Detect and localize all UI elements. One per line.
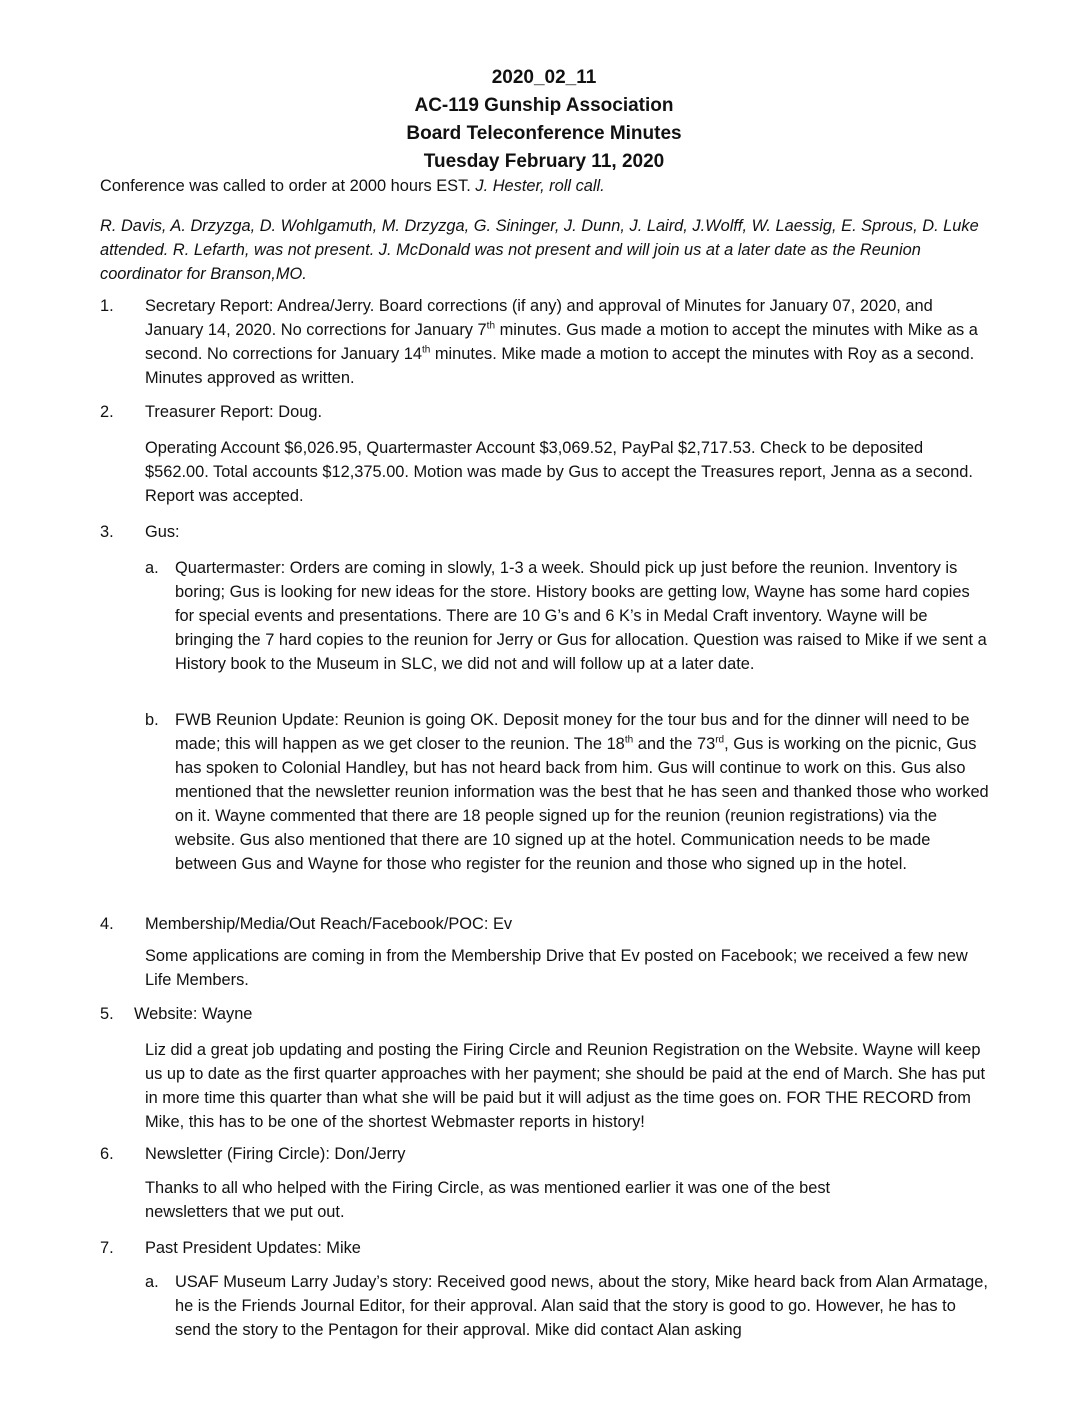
item-3-heading: Gus: bbox=[145, 523, 180, 541]
organization-heading: AC-119 Gunship Association bbox=[414, 95, 674, 116]
item-2-number: 2. bbox=[100, 403, 114, 421]
item-1-number: 1. bbox=[100, 297, 114, 315]
item-4-number: 4. bbox=[100, 915, 114, 933]
item-1-secretary-report bbox=[145, 294, 995, 390]
item-3-number: 3. bbox=[100, 523, 114, 541]
item-5-heading: Website: Wayne bbox=[134, 1005, 253, 1023]
item-3b-text-a: FWB Reunion Update: Reunion is going OK. Deposit money for the tour bus and for the dinner will need to be made; this will happen as we get closer to the reunion. The 18 bbox=[175, 711, 970, 753]
doc-id-heading: 2020_02_11 bbox=[491, 67, 597, 88]
item-3b-text-c: , Gus is working on the picnic, Gus has spoken to Colonial Handley, but has not heard back from him. Gus will continue to work on this. Gus also mentioned that the newsletter reunion information was the best that he has seen and thanked those who worked on it. Wayne commented that there are 18 people signed up for the reunion (reunion registrations) via the website. Gus also mentioned that there are 10 signed up at the hotel. Communication needs to be made between Gus and Wayne for those who register for the reunion and those who signed up in the hotel. bbox=[175, 735, 989, 873]
item-1-sup-a: th bbox=[486, 320, 496, 332]
date-heading: Tuesday February 11, 2020 bbox=[423, 151, 665, 172]
item-3b-sup-b: rd bbox=[715, 734, 725, 746]
item-2-heading: Treasurer Report: Doug. bbox=[145, 403, 323, 421]
roll-call-text: J. Hester, roll call. bbox=[475, 177, 605, 195]
item-3a-letter: a. bbox=[145, 559, 159, 577]
attendance-paragraph: R. Davis, A. Drzyzga, D. Wohlgamuth, M. Drzyzga, G. Sininger, J. Dunn, J. Laird, J.Wolff, W. Laessig, E. Sprous, D. Luke attended. R. Lefarth, was not present. J. McDonald was not present and will join us at a later date as the Reunion coordinator for Branson,MO. bbox=[100, 217, 979, 283]
item-1-text-a: Secretary Report: Andrea/Jerry. Board corrections (if any) and approval of Minutes for January 07, 2020, and January 14, 2020. No corrections for January 7 bbox=[145, 297, 933, 339]
item-3a-quartermaster: Quartermaster: Orders are coming in slowly, 1-3 a week. Should pick up just before the reunion. Inventory is boring; Gus is looking for new ideas for the store. History books are getting low, Wayne has some hard copies for special events and presentations. There are 10 G’s and 6 K’s in Medal Craft inventory. Wayne will be bringing the 7 hard copies to the reunion for Jerry or Gus for allocation. Question was raised to Mike if we sent a History book to the Museum in SLC, we did not and will follow up at a later date. bbox=[175, 559, 987, 673]
item-1-text-b: minutes. Gus made a motion to accept the minutes with Mike as a second. No corrections for January 14 bbox=[145, 321, 978, 363]
item-1-sup-b: th bbox=[421, 344, 431, 356]
item-6-number: 6. bbox=[100, 1145, 114, 1163]
item-3b-letter: b. bbox=[145, 711, 159, 729]
item-4-membership-body: Some applications are coming in from the Membership Drive that Ev posted on Facebook; we received a few new Life Members. bbox=[145, 947, 968, 989]
call-to-order bbox=[100, 174, 1000, 198]
item-4-heading: Membership/Media/Out Reach/Facebook/POC: Ev bbox=[145, 915, 513, 933]
item-2-treasurer-body: Operating Account $6,026.95, Quartermaster Account $3,069.52, PayPal $2,717.53. Check to be deposited $562.00. Total accounts $12,375.00. Motion was made by Gus to accept the Treasures report, Jenna as a second. Report was accepted. bbox=[145, 439, 973, 505]
item-3b-reunion-update bbox=[175, 708, 990, 876]
item-7a-museum-story: USAF Museum Larry Juday’s story: Received good news, about the story, Mike heard back from Alan Armatage, he is the Friends Journal Editor, for their approval. Alan said that the story is good to go. However, he has to send the story to the Pentagon for their approval. Mike did contact Alan asking bbox=[175, 1273, 988, 1339]
item-5-website-body: Liz did a great job updating and posting the Firing Circle and Reunion Registration on the Website. Wayne will keep us up to date as the first quarter approaches with her payment; she should be paid at the end of March. She has put in more time this quarter than what she will be paid but it will adjust as the time goes on. FOR THE RECORD from Mike, this has to be one of the shortest Webmaster reports in history! bbox=[145, 1041, 986, 1131]
item-6-newsletter-body: Thanks to all who helped with the Firing Circle, as was mentioned earlier it was one of the best newsletters that we put out. bbox=[145, 1179, 831, 1221]
item-3b-text-b: and the 73 bbox=[633, 735, 716, 753]
item-6-heading: Newsletter (Firing Circle): Don/Jerry bbox=[145, 1145, 406, 1163]
minutes-heading: Board Teleconference Minutes bbox=[406, 123, 682, 144]
call-to-order-text: Conference was called to order at 2000 hours EST. bbox=[100, 177, 471, 195]
item-7-number: 7. bbox=[100, 1239, 114, 1257]
item-5-number: 5. bbox=[100, 1005, 114, 1023]
item-1-text-c: minutes. Mike made a motion to accept the minutes with Roy as a second. Minutes approved as written. bbox=[145, 345, 975, 387]
item-3b-sup-a: th bbox=[624, 734, 634, 746]
item-7a-letter: a. bbox=[145, 1273, 159, 1291]
item-7-heading: Past President Updates: Mike bbox=[145, 1239, 361, 1257]
